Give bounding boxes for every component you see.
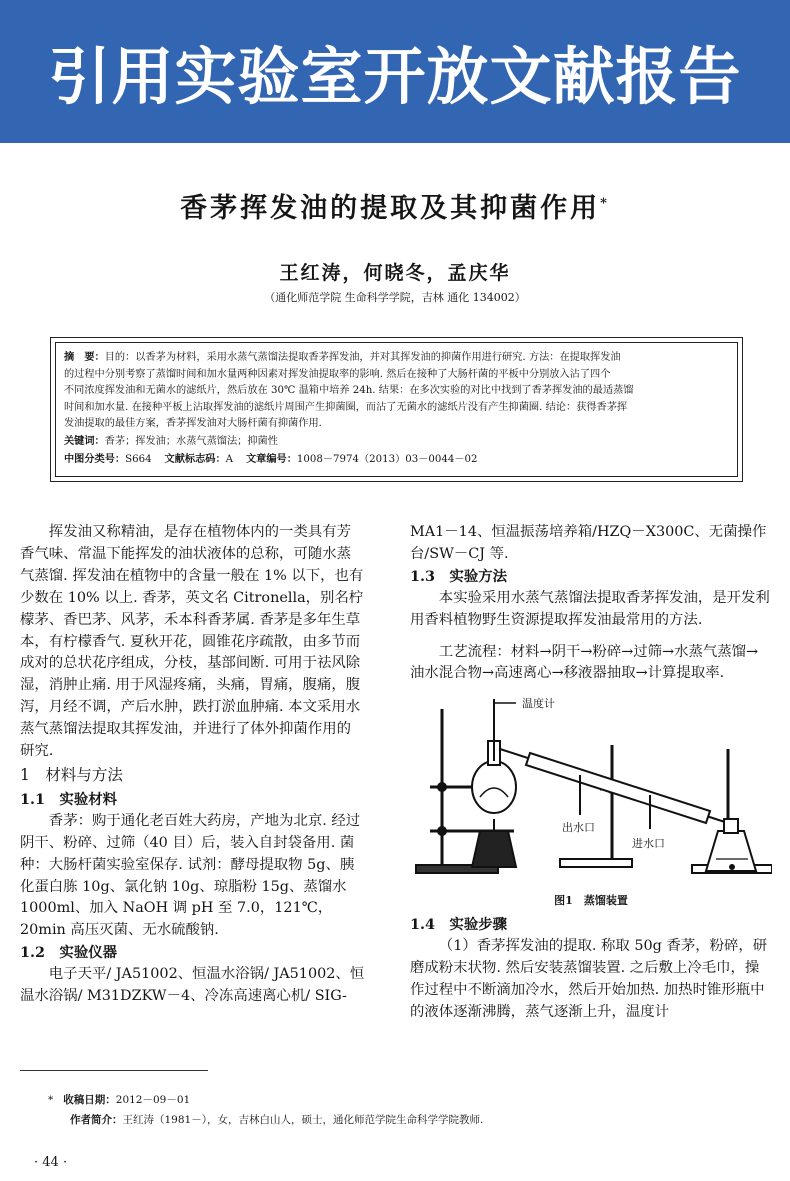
title-footnote-mark: * xyxy=(600,196,610,211)
method-paragraph: 本实验采用水蒸气蒸馏法提取香茅挥发油，是开发利用香料植物野生资源提取挥发油最常用的方法. xyxy=(410,589,770,628)
author-footnote xyxy=(70,1112,483,1129)
section-1-3-heading: 1.3 实验方法 xyxy=(410,567,507,585)
abstract-label: 摘 要： xyxy=(64,351,105,363)
left-column xyxy=(20,522,365,1008)
abstract-line: 的过程中分别考察了蒸馏时间和加水量两种因素对挥发油提取率的影响. 然后在接种了大肠杆菌的平板中分别放入沾了四个 xyxy=(64,368,611,380)
section-1-1-heading: 1.1 实验材料 xyxy=(20,790,117,808)
doc-code-value: A xyxy=(225,453,234,465)
abstract-text: 目的：以香茅为材料，采用水蒸气蒸馏法提取香茅挥发油，并对其挥发油的抑菌作用进行研究. 方法：在提取挥发油 xyxy=(104,352,621,363)
banner-title: 引用实验室开放文献报告 xyxy=(48,40,742,113)
paper-affiliation: （通化师范学院 生命科学学院，吉林 通化 134002） xyxy=(264,291,526,304)
distillation-apparatus-diagram xyxy=(410,691,772,886)
article-no-label: 文章编号： xyxy=(245,452,297,465)
right-column xyxy=(410,522,772,1024)
section-1-2-heading: 1.2 实验仪器 xyxy=(20,944,117,962)
abstract-inner xyxy=(55,342,738,477)
process-paragraph: 工艺流程：材料→阴干→粉碎→过筛→水蒸气蒸馏→油水混合物→高速离心→移液器抽取→计算提取率. xyxy=(410,643,759,682)
thermometer-label: 温度计 xyxy=(522,697,555,711)
instruments-paragraph: 电子天平/ JA51002、恒温水浴锅/ JA51002、恒温水浴锅/ M31DZKW－4、冷冻高速离心机/ SIG- xyxy=(20,966,365,1005)
article-no-value: 1008－7974（2013）03－0044－02 xyxy=(296,453,478,465)
classification-line xyxy=(64,451,729,469)
paper-title xyxy=(0,186,790,225)
water-inlet-label: 进水口 xyxy=(632,837,665,851)
keywords-label: 关键词： xyxy=(64,434,105,447)
received-date: 2012－09－01 xyxy=(115,1094,191,1106)
received-label: 收稿日期： xyxy=(63,1094,116,1106)
author-bio: 王红涛（1981－），女，吉林白山人，硕士，通化师范学院生命科学学院教师. xyxy=(122,1114,484,1126)
abstract-line: 不同浓度挥发油和无菌水的滤纸片，然后放在 30℃ 温箱中培养 24h. 结果：在多次实验的对比中找到了香茅挥发油的最适蒸馏 xyxy=(64,385,634,397)
abstract-line: 时间和加水量. 在接种平板上沾取挥发油的滤纸片周围产生抑菌圈，而沾了无菌水的滤纸片没有产生抑菌圈. 结论：获得香茅挥 xyxy=(64,401,628,413)
received-footnote xyxy=(48,1092,190,1109)
abstract-line: 发油提取的最佳方案，香茅挥发油对大肠杆菌有抑菌作用. xyxy=(64,418,322,430)
paper-authors: 王红涛，何晓冬，孟庆华 xyxy=(279,262,511,284)
author-bio-label: 作者简介： xyxy=(70,1114,123,1126)
clc-value: S664 xyxy=(125,453,152,465)
distillation-figure xyxy=(410,691,772,886)
banner xyxy=(0,0,790,143)
intro-paragraph: 挥发油又称精油，是存在植物体内的一类具有芳香气味、常温下能挥发的油状液体的总称，可随水蒸气蒸馏. 挥发油在植物中的含量一般在 1% 以下，也有少数在 10% 以上. 香茅，英文名 Citronella，别名柠檬茅、香巴茅、风茅，禾本科香茅属. 香茅是多年生草本，有柠檬香气. 夏秋开花，圆锥花序疏散，由多节而成对的总状花序组成，分枝，基部间断. 可用于祛风除湿，消肿止痛. 用于风湿疼痛，头痛，胃痛，腹痛，腹泻，月经不调，产后水肿，跌打淤血肿痛. 本文采用水蒸气蒸馏法提取其挥发油，并进行了体外抑菌作用的研究. xyxy=(20,524,364,760)
page-number: · 44 · xyxy=(34,1155,68,1170)
footnote-star: * xyxy=(48,1094,54,1106)
figure-caption: 图1 蒸馏装置 xyxy=(554,894,628,908)
keywords-text: 香茅；挥发油；水蒸气蒸馏法；抑菌性 xyxy=(104,435,278,447)
clc-label: 中图分类号： xyxy=(64,452,126,465)
instruments-continued: MA1－14、恒温振荡培养箱/HZQ－X300C、无菌操作台/SW－CJ 等. xyxy=(410,524,767,562)
section-1-4-heading: 1.4 实验步骤 xyxy=(410,916,507,934)
materials-paragraph: 香茅：购于通化老百姓大药房，产地为北京. 经过阴干、粉碎、过筛（40 目）后，装入自封袋备用. 菌种：大肠杆菌实验室保存. 试剂：酵母提取物 5g、胰化蛋白胨 10g、氯化钠 10g、琼脂粉 15g、蒸馏水 1000ml、加入 NaOH 调 pH 至 7.0，121℃，20min 高压灭菌、无水硫酸钠. xyxy=(20,812,361,939)
keywords-line xyxy=(64,433,729,451)
abstract-line xyxy=(64,349,729,367)
water-outlet-label: 出水口 xyxy=(562,821,595,835)
steps-paragraph: （1）香茅挥发油的提取. 称取 50g 香茅，粉碎，研磨成粉末状物. 然后安装蒸馏装置. 之后敷上冷毛巾，操作过程中不断滴加冷水，然后开始加热. 加热时锥形瓶中的液体逐渐沸腾，蒸气逐渐上升，温度计 xyxy=(410,938,768,1020)
footnote-rule xyxy=(20,1070,208,1071)
middle-stand-base xyxy=(560,859,632,867)
abstract-box xyxy=(50,337,743,482)
paper-title-text: 香茅挥发油的提取及其抑菌作用 xyxy=(180,193,601,224)
section-1-heading: 1 材料与方法 xyxy=(20,765,123,784)
doc-code-label: 文献标志码： xyxy=(164,452,226,465)
